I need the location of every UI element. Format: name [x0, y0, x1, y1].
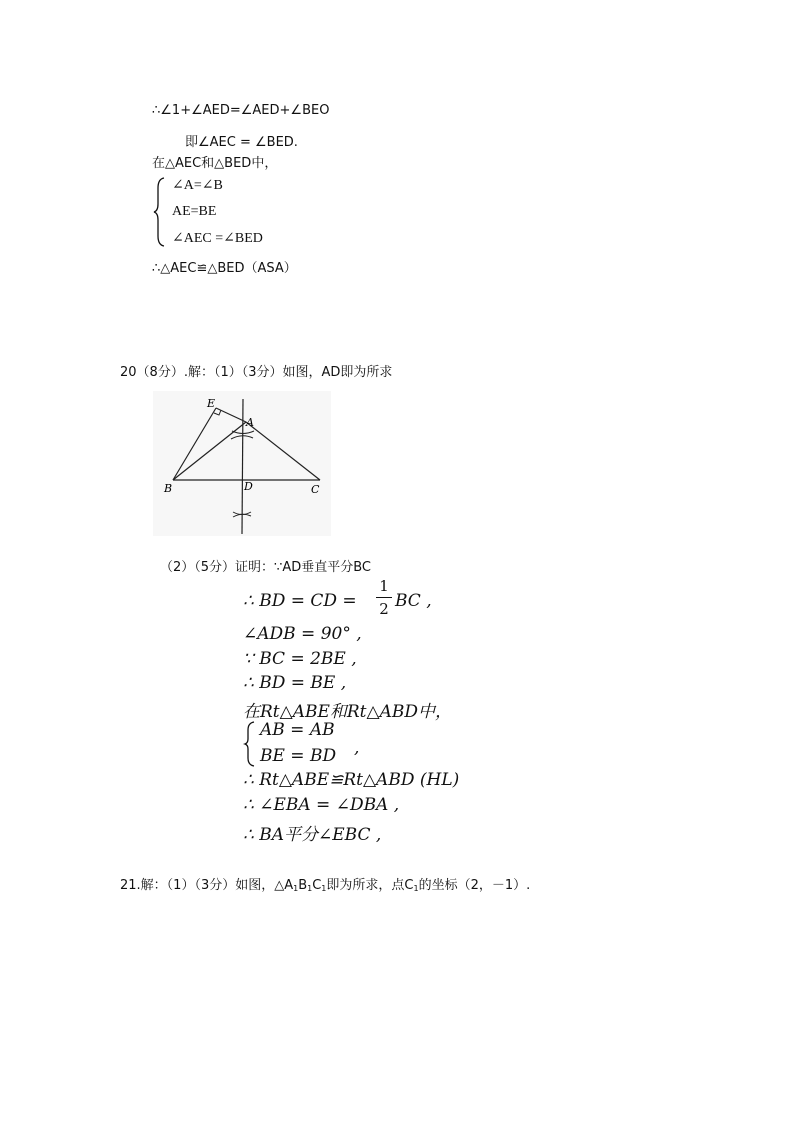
step4: ∴ BD = BE ,: [243, 673, 347, 693]
proof-conclusion: ∴△AEC≌△BED（ASA）: [152, 261, 297, 276]
left-brace: [152, 176, 168, 248]
label-d: D: [244, 480, 253, 493]
system-comma: ,: [354, 738, 360, 758]
system-brace: [243, 720, 257, 768]
q20-figure: [153, 391, 331, 536]
q21-sub-1: 1: [293, 884, 299, 893]
q21-suffix: 的坐标（2，－1）.: [418, 878, 531, 893]
label-a: A: [246, 416, 254, 429]
q21-middle: 即为所求，点C: [326, 878, 414, 893]
fraction-bar: [376, 597, 392, 598]
q21-tri-a: △A: [274, 878, 294, 893]
q21-line: [120, 874, 530, 893]
step7: ∴ ∠EBA = ∠DBA ,: [243, 795, 400, 815]
proof-line-3: 在△AEC和△BED中，: [152, 156, 278, 171]
fraction-numerator: 1: [379, 577, 389, 595]
step2: ∠ADB = 90° ,: [243, 624, 362, 644]
step3: ∵ BC = 2BE ,: [243, 649, 357, 669]
q21-tri-c: C: [312, 878, 322, 893]
proof-line-1: ∴∠1+∠AED=∠AED+∠BEO: [152, 103, 330, 118]
step8: ∴ BA平分∠EBC ,: [243, 825, 382, 845]
q20-heading: 20（8分）.解：（1）（3分）如图，AD即为所求: [120, 365, 393, 380]
q20-part2-heading: （2）（5分）证明：∵AD垂直平分BC: [160, 560, 371, 575]
step1-lhs: ∴ BD = CD =: [243, 591, 357, 611]
step6: ∴ Rt△ABE≌Rt△ABD (HL): [243, 770, 460, 790]
proof-line-2: 即∠AEC = ∠BED.: [185, 135, 298, 150]
label-c: C: [311, 483, 320, 496]
label-b: B: [164, 482, 173, 495]
step1-rhs: BC ,: [395, 591, 432, 611]
system-eq-2: BE = BD: [260, 746, 337, 766]
case-angle-aec: ∠AEC =∠BED: [172, 231, 263, 246]
q21-prefix: 21.解：（1）（3分）如图，: [120, 878, 275, 893]
q21-sub-3: 1: [321, 884, 327, 893]
q21-sub-4: 1: [413, 884, 419, 893]
fraction-denominator: 2: [379, 600, 389, 618]
q21-tri-b: B: [298, 878, 308, 893]
case-angle-a: ∠A=∠B: [172, 178, 223, 193]
step5: 在Rt△ABE和Rt△ABD中，: [243, 702, 452, 722]
q21-sub-2: 1: [307, 884, 313, 893]
case-ae-be: AE=BE: [172, 204, 217, 219]
system-eq-1: AB = AB: [260, 720, 335, 740]
label-e: E: [207, 397, 216, 410]
